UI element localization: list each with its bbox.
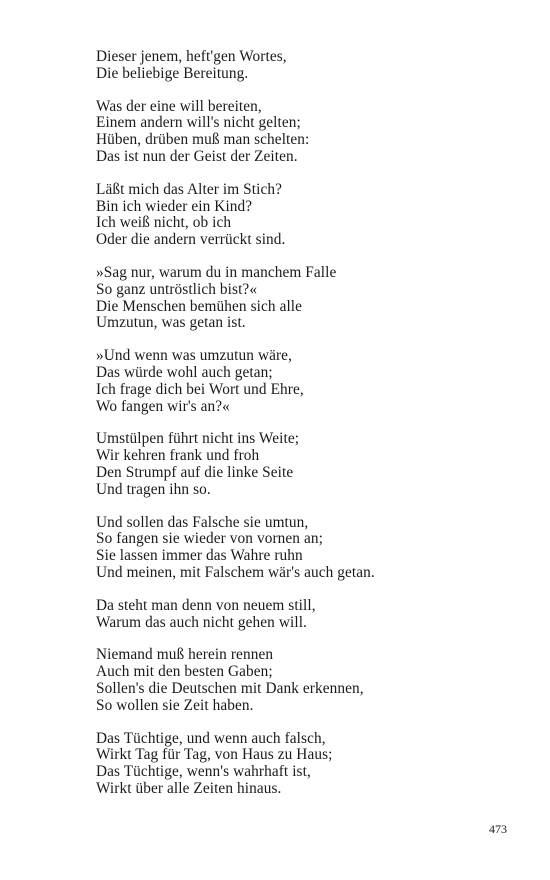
verse-line: Hüben, drüben muß man schelten:	[96, 131, 310, 149]
verse-line: Da steht man denn von neuem still,	[96, 596, 316, 614]
stanza	[96, 49, 516, 83]
verse-line: Wirkt über alle Zeiten hinaus.	[96, 779, 282, 797]
verse-line: Oder die andern verrückt sind.	[96, 231, 286, 249]
verse-line: »Und wenn was umzutun wäre,	[96, 347, 292, 365]
verse-line: Sollen's die Deutschen mit Dank erkennen,	[96, 679, 364, 697]
verse-line: Wo fangen wir's an?«	[96, 397, 230, 415]
verse-line: So fangen sie wieder von vornen an;	[96, 530, 323, 548]
verse-line: Und tragen ihn so.	[96, 480, 211, 498]
verse-line: Wir kehren frank und froh	[96, 447, 260, 465]
verse-line: Was der eine will bereiten,	[96, 97, 262, 115]
verse-line: So wollen sie Zeit haben.	[96, 696, 254, 714]
verse-line: Das Tüchtige, und wenn auch falsch,	[96, 729, 326, 747]
verse-line: Warum das auch nicht gehen will.	[96, 613, 307, 631]
stanza	[96, 515, 516, 582]
stanza	[96, 182, 516, 249]
verse-line: Läßt mich das Alter im Stich?	[96, 180, 282, 198]
verse-line: Umstülpen führt nicht ins Weite;	[96, 430, 300, 448]
poem-text	[96, 49, 516, 814]
verse-line: So ganz untröstlich bist?«	[96, 280, 258, 298]
verse-line: Die beliebige Bereitung.	[96, 64, 249, 82]
verse-line: Ich frage dich bei Wort und Ehre,	[96, 380, 304, 398]
verse-line: Wirkt Tag für Tag, von Haus zu Haus;	[96, 746, 333, 764]
verse-line: »Sag nur, warum du in manchem Falle	[96, 263, 337, 281]
verse-line: Sie lassen immer das Wahre ruhn	[96, 547, 303, 565]
verse-line: Einem andern will's nicht gelten;	[96, 114, 301, 132]
verse-line: Den Strumpf auf die linke Seite	[96, 463, 294, 481]
verse-line: Dieser jenem, heft'gen Wortes,	[96, 48, 287, 65]
stanza	[96, 731, 516, 798]
stanza	[96, 647, 516, 714]
verse-line: Niemand muß herein rennen	[96, 646, 274, 664]
stanza	[96, 99, 516, 166]
stanza	[96, 348, 516, 415]
page-number: 473	[489, 822, 507, 836]
verse-line: Das würde wohl auch getan;	[96, 363, 273, 381]
verse-line: Das Tüchtige, wenn's wahrhaft ist,	[96, 763, 311, 781]
stanza	[96, 431, 516, 498]
stanza	[96, 265, 516, 332]
verse-line: Und meinen, mit Falschem wär's auch getan.	[96, 563, 375, 581]
verse-line: Bin ich wieder ein Kind?	[96, 197, 253, 215]
verse-line: Umzutun, was getan ist.	[96, 314, 246, 332]
verse-line: Das ist nun der Geist der Zeiten.	[96, 147, 298, 165]
verse-line: Und sollen das Falsche sie umtun,	[96, 513, 309, 531]
verse-line: Die Menschen bemühen sich alle	[96, 297, 303, 315]
stanza	[96, 598, 516, 632]
verse-line: Ich weiß nicht, ob ich	[96, 214, 232, 232]
verse-line: Auch mit den besten Gaben;	[96, 663, 273, 681]
